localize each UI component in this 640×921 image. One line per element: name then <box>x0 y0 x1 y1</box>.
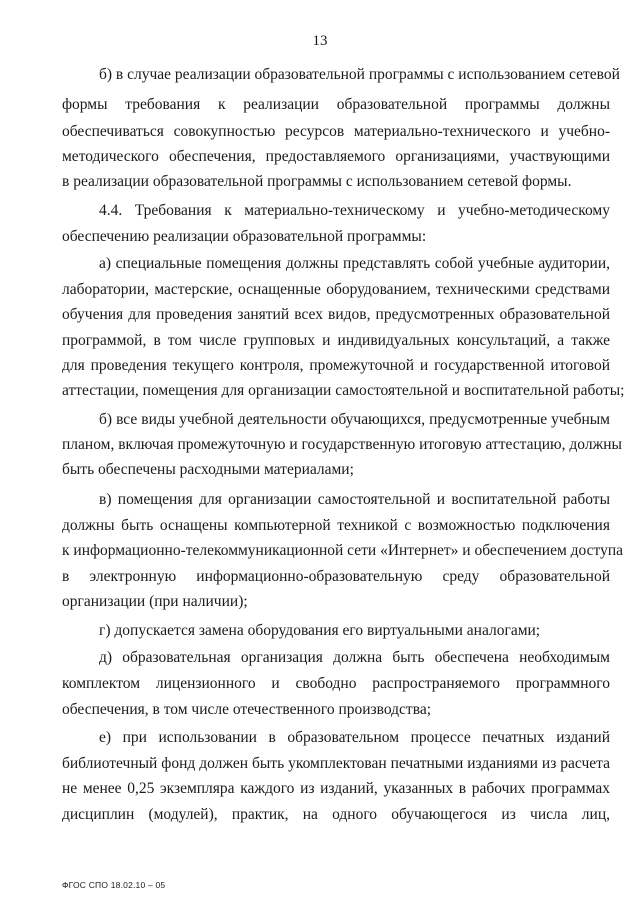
paragraph-line: е) при использовании в образовательном процессе печатных изданий <box>99 729 610 746</box>
paragraph-line: планом, включая промежуточную и государственную итоговую аттестацию, должны <box>62 436 622 453</box>
paragraph-line: обеспечиваться совокупностью ресурсов материально-технического и учебно- <box>62 123 610 140</box>
paragraph-line: к информационно-телекоммуникационной сети «Интернет» и обеспечением доступа <box>62 542 624 559</box>
paragraph-line: должны быть оснащены компьютерной техникой с возможностью подключения <box>62 517 610 534</box>
paragraph-line: комплектом лицензионного и свободно распространяемого программного <box>62 675 610 692</box>
paragraph-line: в) помещения для организации самостоятельной и воспитательной работы <box>99 491 610 508</box>
paragraph-line: б) в случае реализации образовательной программы с использованием сетевой <box>99 66 620 83</box>
paragraph-line: программой, в том числе групповых и индивидуальных консультаций, а также <box>62 332 610 349</box>
paragraph-line: лаборатории, мастерские, оснащенные оборудованием, техническими средствами <box>62 281 610 298</box>
paragraph-line: г) допускается замена оборудования его виртуальными аналогами; <box>99 622 541 639</box>
paragraph-line: формы требования к реализации образовательной программы должны <box>62 96 610 113</box>
paragraph-line: аттестации, помещения для организации самостоятельной и воспитательной работы; <box>62 382 625 399</box>
paragraph-line: обеспечения, в том числе отечественного производства; <box>62 701 432 718</box>
paragraph-line: обучения для проведения занятий всех видов, предусмотренных образовательной <box>62 306 610 323</box>
paragraph-line: методического обеспечения, предоставляемого организациями, участвующими <box>62 148 610 165</box>
paragraph-line: быть обеспечены расходными материалами; <box>62 461 354 478</box>
section-heading-line: обеспечению реализации образовательной программы: <box>62 228 427 245</box>
paragraph-line: б) все виды учебной деятельности обучающихся, предусмотренные учебным <box>99 411 610 428</box>
paragraph-line: в реализации образовательной программы с использованием сетевой формы. <box>62 173 572 190</box>
paragraph-line: в электронную информационно-образовательную среду образовательной <box>62 568 610 585</box>
paragraph-line: организации (при наличии); <box>62 593 248 610</box>
section-heading-line: 4.4. Требования к материально-техническому и учебно-методическому <box>99 202 610 219</box>
paragraph-line: для проведения текущего контроля, промежуточной и государственной итоговой <box>62 357 610 374</box>
paragraph-line: д) образовательная организация должна быть обеспечена необходимым <box>99 649 610 666</box>
paragraph-line: дисциплин (модулей), практик, на одного обучающегося из числа лиц, <box>62 806 610 823</box>
paragraph-line: библиотечный фонд должен быть укомплектован печатными изданиями из расчета <box>62 755 610 772</box>
page-number: 13 <box>312 33 328 49</box>
paragraph-line: не менее 0,25 экземпляра каждого из изданий, указанных в рабочих программах <box>62 780 610 797</box>
paragraph-line: а) специальные помещения должны представлять собой учебные аудитории, <box>99 255 610 272</box>
document-code-footer: ФГОС СПО 18.02.10 – 05 <box>62 880 166 890</box>
